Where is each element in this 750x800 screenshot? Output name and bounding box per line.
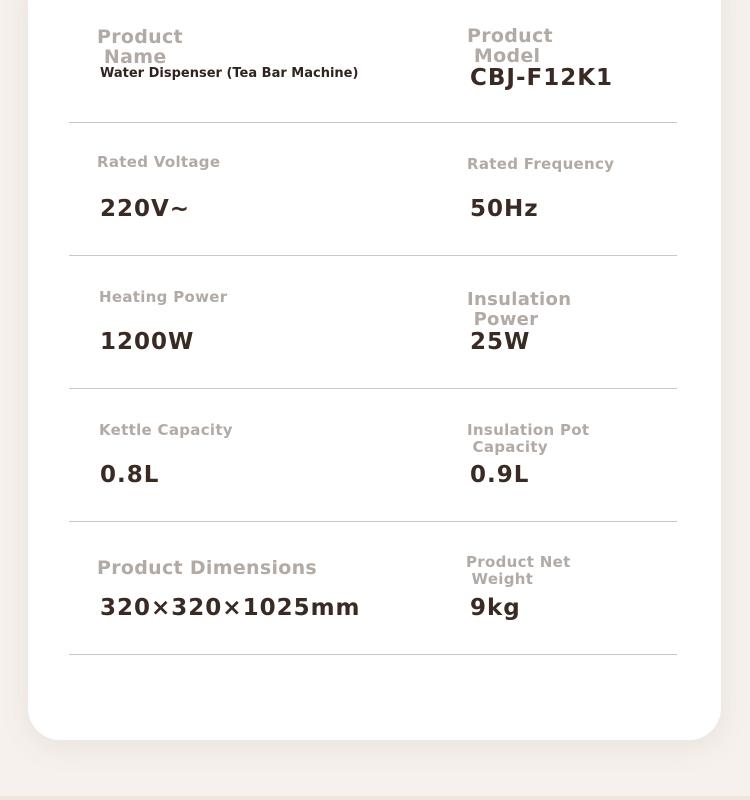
spec-value-rated-frequency: 50Hz — [470, 196, 539, 222]
spec-cell-product-name — [97, 0, 437, 122]
spec-row-dimensions-weight — [69, 522, 677, 655]
spec-value-product-name: Water Dispenser (Tea Bar Machine) — [100, 66, 359, 81]
spec-row-heating-insulation-power — [69, 256, 677, 389]
spec-value-product-net-weight: 9kg — [470, 595, 521, 621]
spec-cell-rated-voltage — [97, 123, 437, 255]
spec-value-kettle-capacity: 0.8L — [100, 462, 160, 488]
spec-cell-product-net-weight — [467, 522, 677, 654]
spec-label-product-model: Product Model — [467, 25, 553, 67]
spec-cell-product-model — [467, 0, 677, 122]
spec-label-product-dimensions: Product Dimensions — [97, 557, 318, 579]
spec-cell-kettle-capacity — [97, 389, 437, 521]
spec-label-product-name: Product Name — [97, 26, 183, 68]
bottom-strip — [0, 796, 750, 800]
spec-value-product-dimensions: 320×320×1025mm — [100, 595, 361, 621]
spec-label-insulation-power: Insulation Power — [467, 289, 572, 330]
spec-row-capacity — [69, 389, 677, 522]
spec-value-insulation-power: 25W — [470, 329, 531, 355]
spec-label-rated-voltage: Rated Voltage — [97, 153, 221, 171]
spec-row-voltage-frequency — [69, 123, 677, 256]
spec-value-heating-power: 1200W — [100, 329, 195, 355]
spec-cell-heating-power — [97, 256, 437, 388]
spec-label-insulation-pot-capacity: Insulation Pot Capacity — [467, 421, 590, 456]
spec-label-kettle-capacity: Kettle Capacity — [99, 421, 233, 439]
spec-value-rated-voltage: 220V~ — [100, 196, 191, 222]
spec-cell-insulation-power — [467, 256, 677, 388]
spec-value-product-model: CBJ-F12K1 — [470, 65, 614, 91]
spec-cell-insulation-pot-capacity — [467, 389, 677, 521]
spec-label-product-net-weight: Product Net Weight — [466, 553, 571, 588]
spec-row-product-name-model — [69, 0, 677, 123]
spec-value-insulation-pot-capacity: 0.9L — [470, 462, 530, 488]
spec-cell-rated-frequency — [467, 123, 677, 255]
spec-label-rated-frequency: Rated Frequency — [467, 155, 615, 173]
spec-label-heating-power: Heating Power — [99, 288, 228, 306]
spec-cell-product-dimensions — [97, 522, 437, 654]
